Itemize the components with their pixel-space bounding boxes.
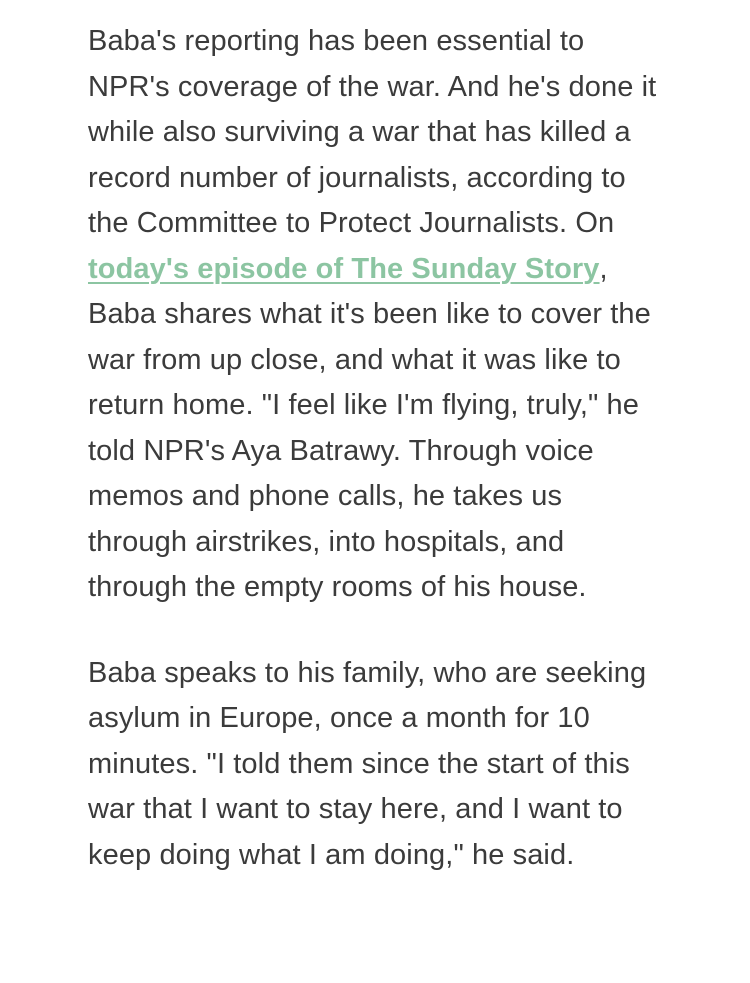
paragraph-text: , Baba shares what it's been like to cover the war from up close, and what it was like to return home. "I feel like I'm flying, truly," he told NPR's Aya Batrawy. Through voice memos and phone calls, he takes us through airstrikes, into hospitals, and through the empty rooms of his house.	[88, 252, 651, 603]
paragraph-text: Baba's reporting has been essential to NPR's coverage of the war. And he's done it while also surviving a war that has killed a record number of journalists, according to the Committee to Protect Journalists. On	[88, 25, 657, 239]
article-paragraph	[88, 651, 666, 879]
paragraph-text: Baba speaks to his family, who are seeking asylum in Europe, once a month for 10 minutes. "I told them since the start of this war that I want to stay here, and I want to keep doing what I am doing," he said.	[88, 656, 647, 871]
episode-link[interactable]: today's episode of The Sunday Story	[88, 252, 600, 285]
article-body	[88, 19, 666, 878]
article-paragraph	[88, 19, 666, 611]
